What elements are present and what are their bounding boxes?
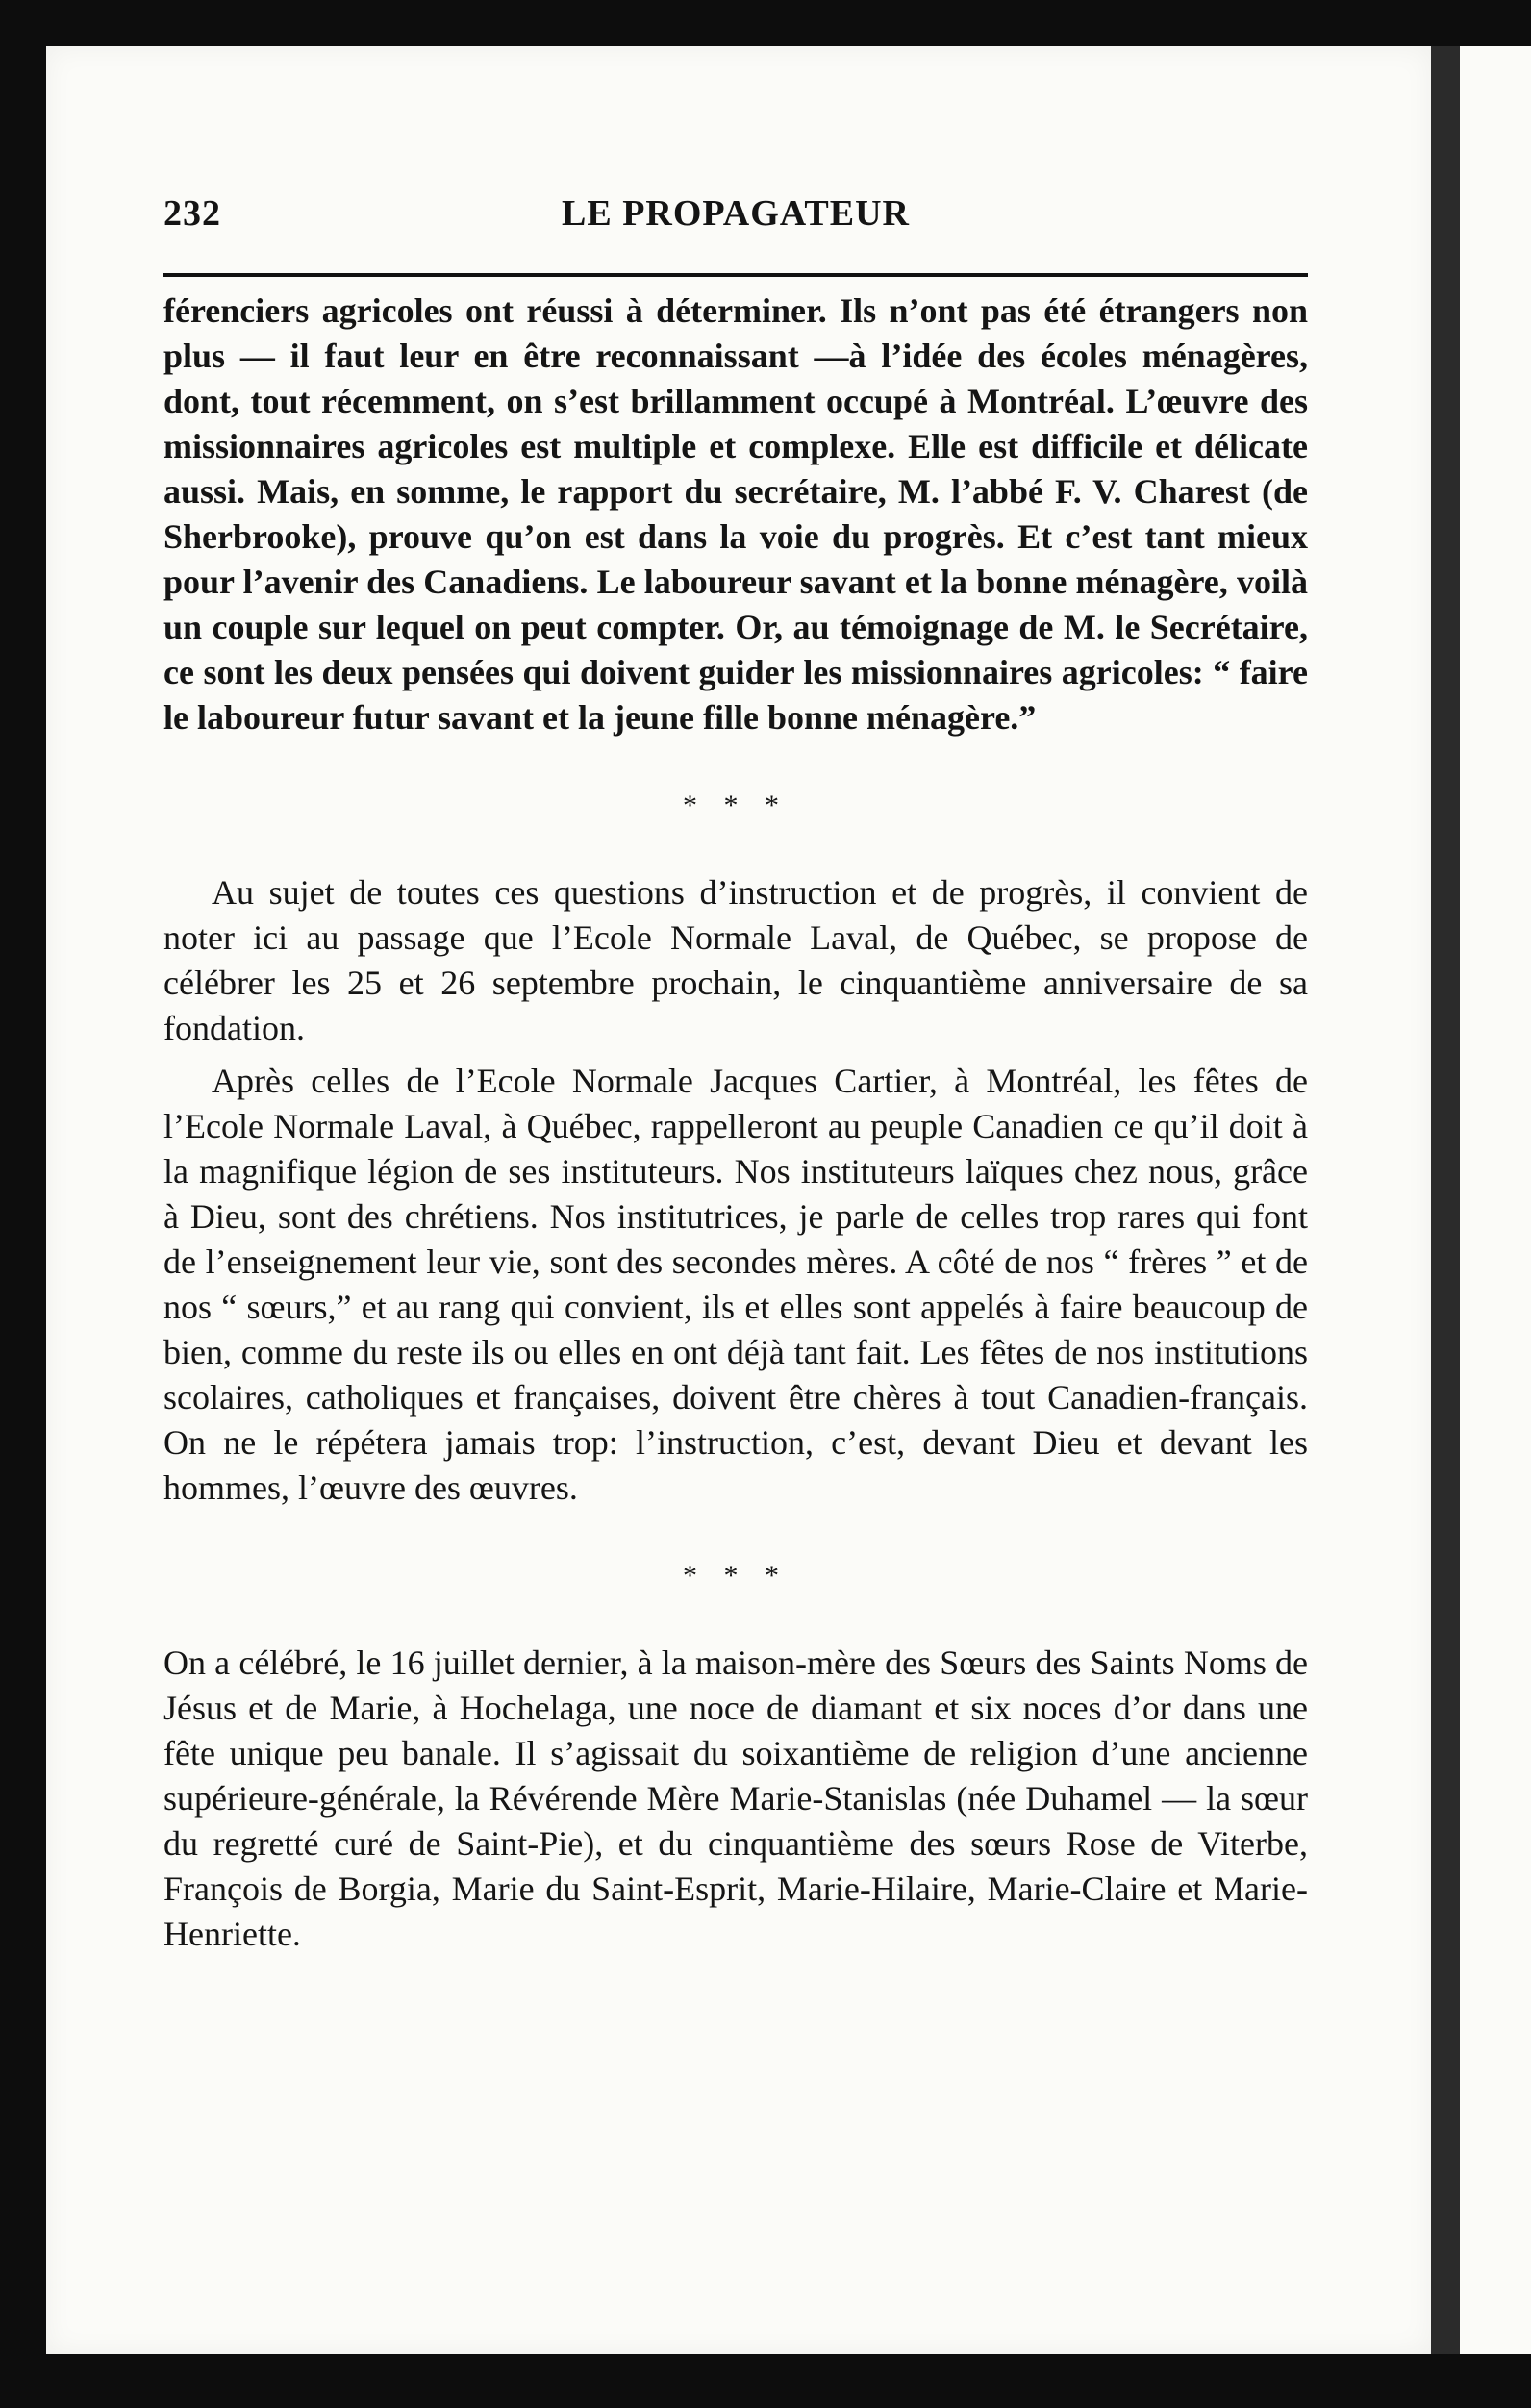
paragraph-agricultural-missionaries: férenciers agricoles ont réussi à déterminer. Ils n’ont pas été étrangers non plus — il faut leur en être reconnaissant —à l’idée des écoles ménagères, dont, tout récemment, on s’est brillamment occupé à Montréal. L’œuvre des missionnaires agricoles est multiple et complexe. Elle est difficile et délicate aussi. Mais, en somme, le rapport du secrétaire, M. l’abbé F. V. Charest (de Sherbrooke), prouve qu’on est dans la voie du progrès. Et c’est tant mieux pour l’avenir des Canadiens. Le laboureur savant et la bonne ménagère, voilà un couple sur lequel on peut compter. Or, au témoignage de M. le Secrétaire, ce sont les deux pensées qui doivent guider les missionnaires agricoles: “ faire le laboureur futur savant et la jeune fille bonne ménagère.” — [163, 291, 1308, 737]
page-header — [163, 192, 1308, 250]
binding-edge — [1431, 46, 1460, 2354]
next-page-edge — [1460, 46, 1531, 2354]
page-number: 232 — [163, 193, 221, 234]
spacer — [163, 1598, 1308, 1641]
spacer — [163, 740, 1308, 783]
spacer — [163, 1511, 1308, 1553]
paragraph-noces-hochelaga: On a célébré, le 16 juillet dernier, à la maison-mère des Sœurs des Saints Noms de Jésus et de Marie, à Hochelaga, une noce de diamant et six noces d’or dans une fête unique peu banale. Il s’agissait du soixantième de religion d’une ancienne supérieure-générale, la Révérende Mère Marie-Stanislas (née Duhamel — la sœur du regretté curé de Saint-Pie), et du cinquantième des sœurs Rose de Viterbe, François de Borgia, Marie du Saint-Esprit, Marie-Hilaire, Marie-Claire et Marie-Henriette. — [163, 1643, 1308, 1953]
paragraph-instituteurs: Après celles de l’Ecole Normale Jacques Cartier, à Montréal, les fêtes de l’Ecole Normale Laval, à Québec, rappelleront au peuple Canadien ce qu’il doit à la magnifique légion de ses instituteurs. Nos instituteurs laïques chez nous, grâce à Dieu, sont des chrétiens. Nos institutrices, je parle de celles trop rares qui font de l’enseignement leur vie, sont des secondes mères. A côté de nos “ frères ” et de nos “ sœurs,” et au rang qui convient, ils et elles sont appelés à faire beaucoup de bien, comme du reste ils ou elles en ont déjà tant fait. Les fêtes de nos institutions scolaires, catholiques et françaises, doivent être chères à tout Canadien-français. On ne le répétera jamais trop: l’instruction, c’est, devant Dieu et devant les hommes, l’œuvre des œuvres. — [163, 1062, 1308, 1507]
paragraph-ecole-normale-laval: Au sujet de toutes ces questions d’instruction et de progrès, il convient de noter ici au passage que l’Ecole Normale Laval, de Québec, se propose de célébrer les 25 et 26 septembre prochain, le cinquantième anniversaire de sa fondation. — [163, 873, 1308, 1047]
section-separator: * * * — [683, 1560, 789, 1592]
article-body — [163, 288, 1308, 1957]
spacer — [163, 828, 1308, 870]
spacer — [163, 1051, 1308, 1059]
section-separator: * * * — [683, 790, 789, 821]
header-rule — [163, 273, 1308, 277]
running-title: LE PROPAGATEUR — [562, 193, 910, 234]
